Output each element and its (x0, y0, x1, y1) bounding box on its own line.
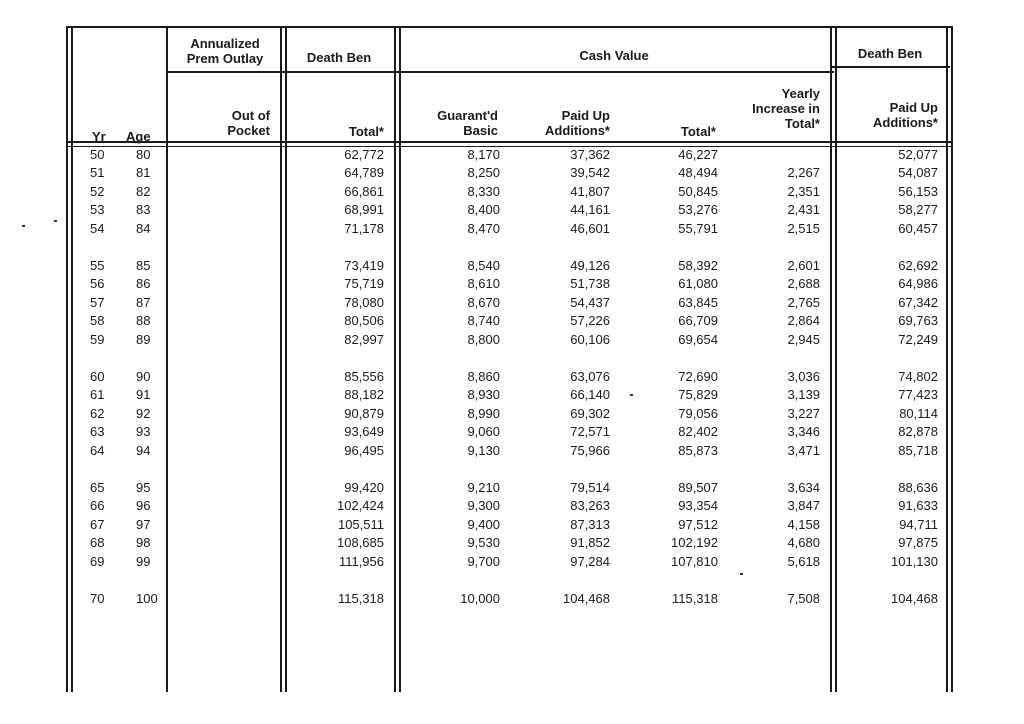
pu-right-line1: Paid Up (889, 100, 938, 115)
cell-incr: 2,688 (787, 276, 820, 292)
cell-yr: 66 (90, 498, 105, 514)
cell-pua: 41,807 (570, 183, 610, 199)
cell-db-total: 88,182 (344, 387, 384, 403)
cell-incr: 3,847 (787, 498, 820, 514)
cell-age: 89 (136, 331, 151, 347)
cell-incr: 5,618 (787, 553, 820, 569)
scan-speck (54, 220, 57, 222)
cell-cv-total: 89,507 (678, 480, 718, 495)
cell-guar: 8,860 (467, 369, 500, 384)
cell-guar: 8,470 (467, 220, 500, 236)
paid-up-additions-header (500, 108, 610, 138)
cell-db-total: 73,419 (344, 258, 384, 273)
cell-db-pua: 67,342 (898, 294, 938, 310)
scan-speck (22, 225, 25, 227)
age-header: Age (126, 129, 151, 144)
cell-guar: 9,060 (467, 424, 500, 440)
cell-guar: 9,210 (467, 480, 500, 495)
cell-db-total: 105,511 (337, 516, 384, 532)
cell-db-total: 71,178 (344, 220, 384, 236)
death-ben-right-header: Death Ben (857, 46, 923, 61)
cell-pua: 69,302 (570, 405, 610, 421)
cell-db-pua: 94,711 (899, 516, 938, 532)
cell-age: 97 (136, 516, 151, 532)
pu-right-header (832, 100, 938, 130)
cell-db-total: 82,997 (344, 331, 384, 347)
cv-total-header: Total* (680, 124, 716, 139)
cell-cv-total: 46,227 (678, 147, 718, 162)
cell-yr: 68 (90, 535, 105, 551)
cell-yr: 60 (90, 369, 105, 384)
deathben-right-header-rule (832, 66, 950, 68)
cell-db-total: 68,991 (344, 202, 384, 218)
cell-pua: 91,852 (570, 535, 610, 551)
cell-incr: 2,351 (787, 183, 820, 199)
cashvalue-header-rule (396, 71, 834, 73)
cell-db-pua: 77,423 (898, 387, 938, 403)
cell-guar: 9,130 (467, 442, 500, 458)
cell-incr: 3,139 (787, 387, 820, 403)
cell-cv-total: 63,845 (678, 294, 718, 310)
cell-guar: 9,700 (467, 553, 500, 569)
cell-db-total: 85,556 (344, 369, 384, 384)
cell-pua: 79,514 (570, 480, 610, 495)
cell-db-pua: 104,468 (891, 591, 938, 606)
cell-incr: 3,036 (787, 369, 820, 384)
cell-guar: 8,400 (467, 202, 500, 218)
cell-age: 96 (136, 498, 151, 514)
cell-yr: 65 (90, 480, 105, 495)
cell-guar: 8,740 (467, 313, 500, 329)
cell-pua: 72,571 (570, 424, 610, 440)
cell-pua: 37,362 (570, 147, 610, 162)
cell-incr: 2,515 (787, 220, 820, 236)
cell-age: 91 (136, 387, 151, 403)
cell-incr: 2,431 (787, 202, 820, 218)
table-top-border (66, 26, 952, 28)
cell-cv-total: 55,791 (678, 220, 718, 236)
cell-guar: 8,930 (467, 387, 500, 403)
death-ben-header: Death Ben (306, 50, 372, 65)
cell-yr: 55 (90, 258, 105, 273)
cell-incr: 4,158 (787, 516, 820, 532)
cell-db-pua: 54,087 (898, 165, 938, 181)
cell-yr: 52 (90, 183, 105, 199)
cell-yr: 67 (90, 516, 105, 532)
cell-age: 83 (136, 202, 151, 218)
cell-pua: 49,126 (570, 258, 610, 273)
cell-incr: 2,601 (787, 258, 820, 273)
cell-age: 87 (136, 294, 151, 310)
cell-cv-total: 97,512 (678, 516, 718, 532)
yearly-line1: Yearly (781, 86, 820, 101)
cell-db-total: 80,506 (344, 313, 384, 329)
cell-incr: 2,765 (787, 294, 820, 310)
cell-yr: 61 (90, 387, 105, 403)
scan-speck (740, 573, 743, 575)
cell-yr: 64 (90, 442, 105, 458)
cell-pua: 87,313 (570, 516, 610, 532)
cell-db-pua: 91,633 (898, 498, 938, 514)
annualized-line1: Annualized (190, 36, 260, 51)
db-total-header: Total* (348, 124, 384, 139)
cell-yr: 57 (90, 294, 105, 310)
cell-cv-total: 107,810 (671, 553, 718, 569)
cell-cv-total: 53,276 (678, 202, 718, 218)
cell-db-total: 62,772 (344, 147, 384, 162)
cell-guar: 8,990 (467, 405, 500, 421)
cell-yr: 56 (90, 276, 105, 292)
cell-db-total: 99,420 (344, 480, 384, 495)
cell-db-pua: 72,249 (898, 331, 938, 347)
yearly-increase-header (720, 86, 820, 131)
annualized-line2: Prem Outlay (186, 51, 264, 66)
cell-incr: 7,508 (787, 591, 820, 606)
cell-pua: 63,076 (570, 369, 610, 384)
cell-incr: 4,680 (787, 535, 820, 551)
yearly-line2: Increase in (752, 101, 820, 116)
cell-db-pua: 60,457 (898, 220, 938, 236)
cell-age: 84 (136, 220, 151, 236)
cell-pua: 66,140 (570, 387, 610, 403)
cell-age: 99 (136, 553, 151, 569)
cell-db-pua: 62,692 (898, 258, 938, 273)
cell-pua: 46,601 (570, 220, 610, 236)
cell-age: 100 (136, 591, 158, 606)
cell-pua: 44,161 (570, 202, 610, 218)
cell-age: 81 (136, 165, 151, 181)
cell-incr: 2,945 (787, 331, 820, 347)
out-of-line2: Pocket (227, 123, 270, 138)
cell-age: 86 (136, 276, 151, 292)
cell-yr: 70 (90, 591, 105, 606)
cell-guar: 8,250 (467, 165, 500, 181)
cell-db-pua: 56,153 (898, 183, 938, 199)
cell-db-total: 108,685 (337, 535, 384, 551)
cell-db-total: 111,956 (338, 553, 384, 569)
prem-header-rule (168, 71, 284, 73)
cell-guar: 9,530 (467, 535, 500, 551)
cell-cv-total: 58,392 (678, 258, 718, 273)
cell-guar: 10,000 (460, 591, 500, 606)
cell-db-pua: 52,077 (898, 147, 938, 162)
cell-incr: 3,346 (787, 424, 820, 440)
out-of-line1: Out of (231, 108, 270, 123)
cell-yr: 59 (90, 331, 105, 347)
cell-cv-total: 75,829 (678, 387, 718, 403)
cell-cv-total: 61,080 (678, 276, 718, 292)
cell-db-pua: 97,875 (898, 535, 938, 551)
cell-cv-total: 102,192 (671, 535, 718, 551)
cell-pua: 60,106 (570, 331, 610, 347)
cell-pua: 97,284 (570, 553, 610, 569)
cell-db-pua: 80,114 (899, 405, 938, 421)
cell-guar: 9,400 (467, 516, 500, 532)
cell-age: 92 (136, 405, 151, 421)
guaranteed-basic-header (396, 108, 498, 138)
cell-pua: 83,263 (570, 498, 610, 514)
cell-age: 94 (136, 442, 151, 458)
cell-db-total: 78,080 (344, 294, 384, 310)
cell-yr: 62 (90, 405, 105, 421)
cell-age: 80 (136, 147, 151, 162)
cell-age: 93 (136, 424, 151, 440)
cell-age: 82 (136, 183, 151, 199)
cell-yr: 69 (90, 553, 105, 569)
cell-guar: 8,800 (467, 331, 500, 347)
pu-right-line2: Additions* (873, 115, 938, 130)
cell-cv-total: 50,845 (678, 183, 718, 199)
cell-pua: 51,738 (570, 276, 610, 292)
cell-age: 85 (136, 258, 151, 273)
paid-up-line1: Paid Up (561, 108, 610, 123)
cell-age: 88 (136, 313, 151, 329)
cell-db-total: 75,719 (344, 276, 384, 292)
cell-cv-total: 85,873 (678, 442, 718, 458)
cell-db-pua: 58,277 (898, 202, 938, 218)
annualized-header (168, 36, 282, 66)
cell-db-pua: 82,878 (898, 424, 938, 440)
cell-db-pua: 74,802 (898, 369, 938, 384)
cell-incr: 2,864 (787, 313, 820, 329)
cell-db-total: 90,879 (344, 405, 384, 421)
cell-pua: 104,468 (563, 591, 610, 606)
cell-age: 95 (136, 480, 151, 495)
cell-db-total: 64,789 (344, 165, 384, 181)
cell-yr: 54 (90, 220, 105, 236)
yr-header: Yr (92, 129, 106, 144)
guaranteed-line2: Basic (463, 123, 498, 138)
cell-db-pua: 101,130 (891, 553, 938, 569)
cell-db-pua: 64,986 (898, 276, 938, 292)
cell-cv-total: 48,494 (678, 165, 718, 181)
cell-yr: 50 (90, 147, 105, 162)
paid-up-line2: Additions* (545, 123, 610, 138)
cell-cv-total: 115,318 (671, 591, 718, 606)
cell-db-total: 96,495 (344, 442, 384, 458)
cell-guar: 8,540 (467, 258, 500, 273)
cell-incr: 3,471 (787, 442, 820, 458)
cell-guar: 8,170 (467, 147, 500, 162)
cell-guar: 8,670 (467, 294, 500, 310)
cell-pua: 57,226 (570, 313, 610, 329)
guaranteed-line1: Guarant'd (437, 108, 498, 123)
cell-db-total: 115,318 (337, 591, 384, 606)
cell-yr: 51 (90, 165, 105, 181)
cell-cv-total: 72,690 (678, 369, 718, 384)
cell-incr: 2,267 (787, 165, 820, 181)
yearly-line3: Total* (784, 116, 820, 131)
cell-db-total: 102,424 (337, 498, 384, 514)
cash-value-header: Cash Value (579, 48, 649, 63)
out-of-pocket-header (168, 108, 270, 138)
cell-db-pua: 85,718 (898, 442, 938, 458)
cell-cv-total: 66,709 (678, 313, 718, 329)
table-left-border (66, 26, 73, 692)
cell-guar: 8,610 (467, 276, 500, 292)
cell-cv-total: 82,402 (678, 424, 718, 440)
scan-speck (630, 394, 633, 396)
cell-yr: 58 (90, 313, 105, 329)
cell-yr: 53 (90, 202, 105, 218)
cell-age: 90 (136, 369, 151, 384)
cell-cv-total: 79,056 (678, 405, 718, 421)
cell-db-total: 66,861 (344, 183, 384, 199)
cell-incr: 3,634 (787, 480, 820, 495)
cell-age: 98 (136, 535, 151, 551)
cell-guar: 8,330 (467, 183, 500, 199)
cell-yr: 63 (90, 424, 105, 440)
cell-pua: 54,437 (570, 294, 610, 310)
cell-cv-total: 93,354 (678, 498, 718, 514)
cell-cv-total: 69,654 (678, 331, 718, 347)
cell-db-pua: 88,636 (898, 480, 938, 495)
cell-pua: 75,966 (570, 442, 610, 458)
table-right-border (946, 26, 953, 692)
cell-db-total: 93,649 (344, 424, 384, 440)
cell-incr: 3,227 (787, 405, 820, 421)
cell-guar: 9,300 (467, 498, 500, 514)
deathben-header-rule (282, 71, 398, 73)
cell-db-pua: 69,763 (898, 313, 938, 329)
cell-pua: 39,542 (570, 165, 610, 181)
